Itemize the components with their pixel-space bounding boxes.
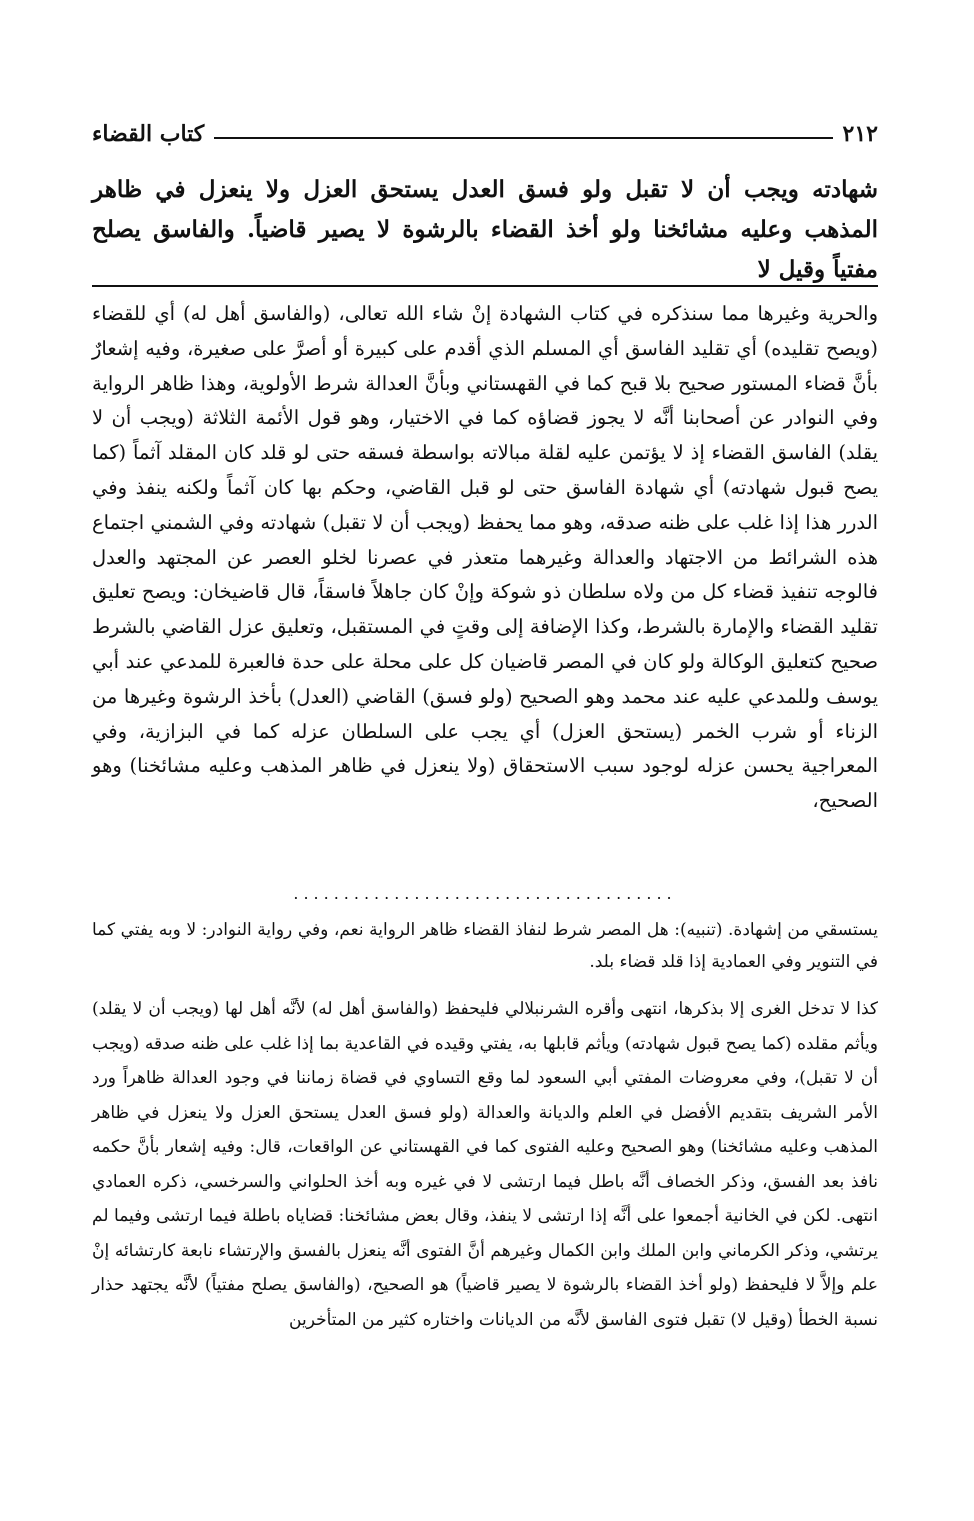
page-header <box>92 116 878 148</box>
footnote-top <box>92 914 878 978</box>
running-title: كتاب القضاء <box>92 121 205 147</box>
commentary-paragraph: والحرية وغيرها مما سنذكره في كتاب الشهادة إنْ شاء الله تعالى، (والفاسق أهل له) أي للقضاء (ويصح تقليده) أي تقليد الفاسق أي المسلم الذي أقدم على كبيرة أو أصرَّ على صغيرة، وفيه إشعارٌ بأنَّ قضاء المستور صحيح بلا قبح كما في القهستاني وبأنَّ العدالة شرط الأولوية، وهذا ظاهر الرواية وفي النوادر عن أصحابنا أنَّه لا يجوز قضاؤه كما في الاختيار، وهو قول الأئمة الثلاثة (ويجب أن لا يقلد) الفاسق القضاء إذ لا يؤتمن عليه لقلة مبالاته بواسطة فسقه حتى لو قلد كان المقلد آثماً (كما يصح قبول شهادته) أي شهادة الفاسق حتى لو قبل القاضي، وحكم بها كان آثماً ولكنه ينفذ وفي الدرر هذا إذا غلب على ظنه صدقه، وهو مما يحفظ (ويجب أن لا تقبل) شهادته وفي الشمني اجتماع هذه الشرائط من الاجتهاد والعدالة وغيرهما متعذر في عصرنا لخلو العصر عن المجتهد والعدل فالوجه تنفيذ قضاء كل من ولاه سلطان ذو شوكة وإنْ كان جاهلاً فاسقاً، قال قاضيخان: ويصح تعليق تقليد القضاء والإمارة بالشرط، وكذا الإضافة إلى وقتٍ في المستقبل، وتعليق عزل القاضي بالشرط صحيح كتعليق الوكالة ولو كان في المصر قاضيان كل على محلة على حدة فالعبرة للمدعي عند أبي يوسف وللمدعي عليه عند محمد وهو الصحيح (ولو فسق) القاضي (العدل) بأخذ الرشوة وغيرها من الزناء أو شرب الخمر (يستحق العزل) أي يجب على السلطان عزله كما في البزازية، وفي المعراجية يحسن عزله لوجود سبب الاستحقاق (ولا ينعزل في ظاهر المذهب وعليه مشائخنا) وهو الصحيح، <box>92 302 878 813</box>
main-text-paragraph: شهادته ويجب أن لا تقبل ولو فسق العدل يستحق العزل ولا ينعزل في ظاهر المذهب وعليه مشائخنا ولو أخذ القضاء بالرشوة لا يصير قاضياً. والفاسق يصلح مفتياً وقيل لا <box>92 176 878 283</box>
header-rule <box>214 137 832 139</box>
main-text-divider <box>92 285 878 287</box>
footnote-top-paragraph: يستسقي من إشهادة. (تنبيه): هل المصر شرط لنفاذ القضاء ظاهر الرواية نعم، وفي رواية النوادر: لا وبه يفتي كما في التنوير وفي العمادية إذا قلد قضاء بلد. <box>92 920 878 972</box>
footnote-bottom <box>92 992 878 1337</box>
footnote-bottom-paragraph: كذا لا تدخل الغرى إلا بذكرها، انتهى وأقره الشرنبلالي فليحفظ (والفاسق أهل له) لأنَّه أهل لها (ويجب أن لا يقلد) ويأثم مقلده (كما يصح قبول شهادته) ويأثم قابلها به، يفتي وقيده في القاعدية بما إذا غلب على ظنه صدقه (ويجب أن لا تقبل)، وفي معروضات المفتي أبي السعود لما وقع التساوي في قضاة زماننا في وجود العدالة ظاهراً ورد الأمر الشريف بتقديم الأفضل في العلم والديانة والعدالة (ولو فسق العدل يستحق العزل ولا ينعزل في ظاهر المذهب وعليه مشائخنا) وهو الصحيح وعليه الفتوى كما في القهستاني عن الواقعات، قال: وفيه إشعار بأنَّ حكمه نافذ بعد الفسق، وذكر الخصاف أنَّه باطل فيما ارتشى لا في غيره وبه أخذ الحلواني والسرخسي، ذكره العمادي انتهى. لكن في الخانية أجمعوا على أنَّه إذا ارتشى لا ينفذ، وقال بعض مشائخنا: قضاياه باطلة فيما ارتشى وفيما لم يرتشي، وذكر الكرماني وابن الملك وابن الكمال وغيرهم أنَّ الفتوى أنَّه ينعزل بالفسق والإرتشاء نابعة كارتشائه إنْ علم وإلاَّ لا فليحفظ (ولو أخذ القضاء بالرشوة لا يصير قاضياً) هو الصحيح، (والفاسق يصلح مفتياً) لأنَّه يجتهد حذار نسبة الخطأ (وقيل لا) تقبل فتوى الفاسق لأنَّه من الديانات واختاره كثير من المتأخرين <box>92 999 878 1330</box>
dotted-separator: ...................................... <box>293 884 677 903</box>
page-number: ٢١٢ <box>842 121 878 147</box>
commentary <box>92 297 878 819</box>
main-text <box>92 170 878 290</box>
